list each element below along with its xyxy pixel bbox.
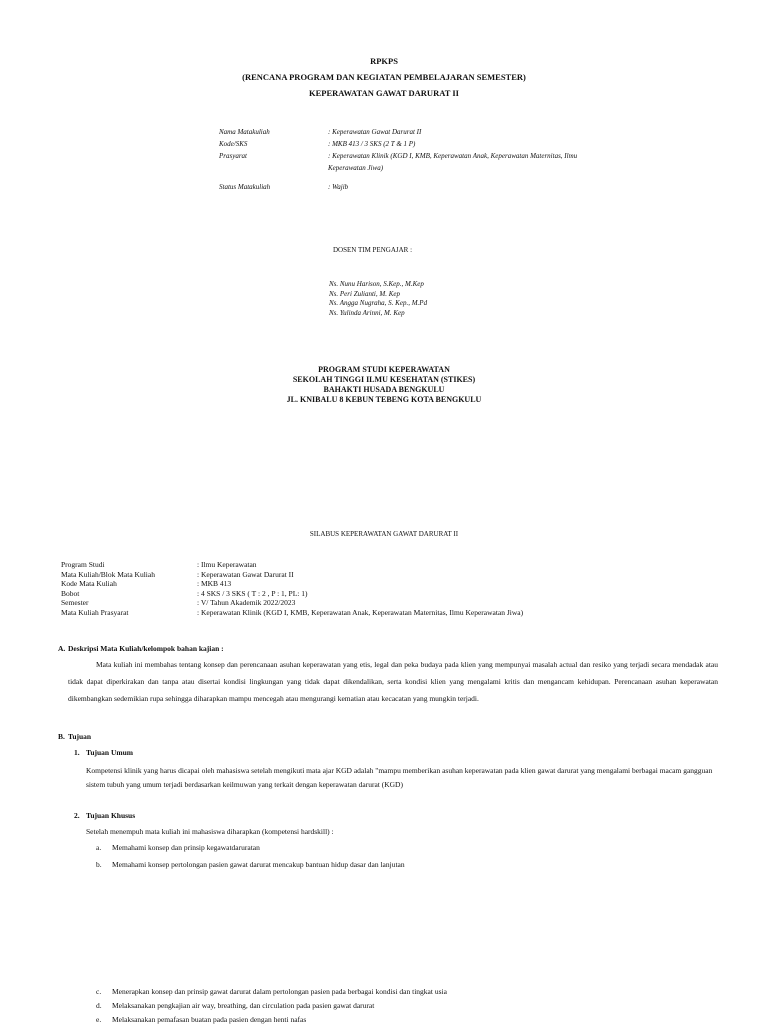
- dosen-name: Ns. Peri Zulianti, M. Kep: [329, 289, 400, 298]
- silabus-info-row: Mata Kuliah/Blok Mata Kuliah : Keperawatan Gawat Darurat II: [61, 569, 294, 579]
- tujuan-khusus-intro: Setelah menempuh mata kuliah ini mahasiswa diharapkan (kompetensi hardskill) :: [86, 827, 334, 836]
- list-item: d. Melaksanakan pengkajian air way, breathing, dan circulation pada pasien gawat darurat: [96, 1001, 375, 1010]
- section-b-heading: B. Tujuan: [58, 732, 92, 741]
- school-address: JL. KNIBALU 8 KEBUN TEBENG KOTA BENGKULU: [286, 395, 482, 404]
- course-info-row: Status Matakuliah : Wajib: [219, 183, 349, 191]
- course-info-row: Keperawatan Jiwa): [328, 164, 384, 172]
- header-subtitle: (RENCANA PROGRAM DAN KEGIATAN PEMBELAJARAN SEMESTER): [242, 72, 526, 82]
- course-info: [219, 126, 689, 193]
- goal-list: [96, 841, 405, 872]
- list-item: b. Memahami konsep pertolongan pasien gawat darurat mencakup bantuan hidup dasar dan lanjutan: [96, 860, 405, 869]
- tujuan-khusus-heading: 2. Tujuan Khusus: [74, 811, 136, 820]
- list-item: e. Melaksanakan pemafasan buatan pada pasien dengan henti nafas: [96, 1015, 307, 1024]
- section-a-description: Mata kuliah ini membahas tentang konsep dan perencanaan asuhan keperawatan yang etis, legal dan peka budaya pada klien yang mempunyai masalah actual dan resiko yang terjadi secara mendadak atau tidak dapat diperkirakan dan tanpa atau disertai kondisi lingkungan yang tidak dapat dikendalikan, serta kondisi klien yang mengalami kritis dan mengancam kehidupan. Perencanaan asuhan keperawatan dikembangkan sedemikian rupa sehingga diharapkan mampu mencegah atau mengurangi kematian atau kecacatan yang mungkin terjadi.: [68, 660, 718, 703]
- tujuan-umum-body: Kompetensi klinik yang harus dicapai oleh mahasiswa setelah mengikuti mata ajar KGD adalah "mampu memberikan asuhan keperawatan pada klien gawat darurat yang mengalami berbagai macam gangguan sistem tubuh yang umum terjadi berdasarkan keilmuwan yang terkait dengan keperawatan darurat (KGD): [86, 766, 713, 789]
- course-info-row: Prasyarat : Keperawatan Klinik (KGD I, KMB, Keperawatan Anak, Keperawatan Maternitas, Ilmu: [219, 152, 578, 160]
- list-item: a. Memahami konsep dan prinsip kegawatdaruratan: [96, 843, 260, 852]
- list-item: c. Menerapkan konsep dan prinsip gawat darurat dalam pertolongan pasien pada berbagai kondisi dan tingkat usia: [96, 987, 447, 996]
- silabus-info-row: Mata Kuliah Prasyarat : Keperawatan Klinik (KGD I, KMB, Keperawatan Anak, Keperawatan Maternitas, Ilmu Keperawatan Jiwa): [61, 607, 524, 617]
- header-course-name: KEPERAWATAN GAWAT DARURAT II: [309, 88, 459, 98]
- section-a-heading: A. Deskripsi Mata Kuliah/kelompok bahan kajian :: [58, 644, 224, 653]
- course-info-row: Kode/SKS : MKB 413 / 3 SKS (2 T & 1 P): [219, 140, 416, 148]
- dosen-title: DOSEN TIM PENGAJAR :: [333, 246, 413, 254]
- dosen-list: [329, 280, 427, 318]
- header-title: RPKPS: [370, 56, 398, 66]
- silabus-info-row: Bobot : 4 SKS / 3 SKS ( T : 2 , P : 1, PL: 1): [61, 588, 308, 598]
- document-header: [0, 53, 768, 101]
- silabus-info: [61, 560, 721, 617]
- silabus-info-row: Program Studi : Ilmu Keperawatan: [61, 560, 257, 569]
- silabus-info-row: Semester : V/ Tahun Akademik 2022/2023: [61, 598, 296, 607]
- silabus-title: SILABUS KEPERAWATAN GAWAT DARURAT II: [309, 530, 459, 538]
- school-name: SEKOLAH TINGGI ILMU KESEHATAN (STIKES): [292, 375, 476, 384]
- program-name: PROGRAM STUDI KEPERAWATAN: [318, 365, 450, 374]
- silabus-info-row: Kode Mata Kuliah : MKB 413: [61, 579, 232, 588]
- course-info-row: Nama Matakuliah : Keperawatan Gawat Darurat II: [219, 128, 422, 136]
- dosen-name: Ns. Angga Nugraha, S. Kep., M.Pd: [329, 299, 428, 307]
- dosen-name: Ns. Nunu Harison, S.Kep., M.Kep: [329, 280, 424, 288]
- school-location: BAHAKTI HUSADA BENGKULU: [323, 385, 445, 394]
- tujuan-umum-heading: 1. Tujuan Umum: [74, 748, 134, 757]
- goal-list: [96, 985, 447, 1024]
- dosen-name: Ns. Yulinda Arinni, M. Kep: [329, 308, 405, 317]
- program-block: [0, 365, 768, 405]
